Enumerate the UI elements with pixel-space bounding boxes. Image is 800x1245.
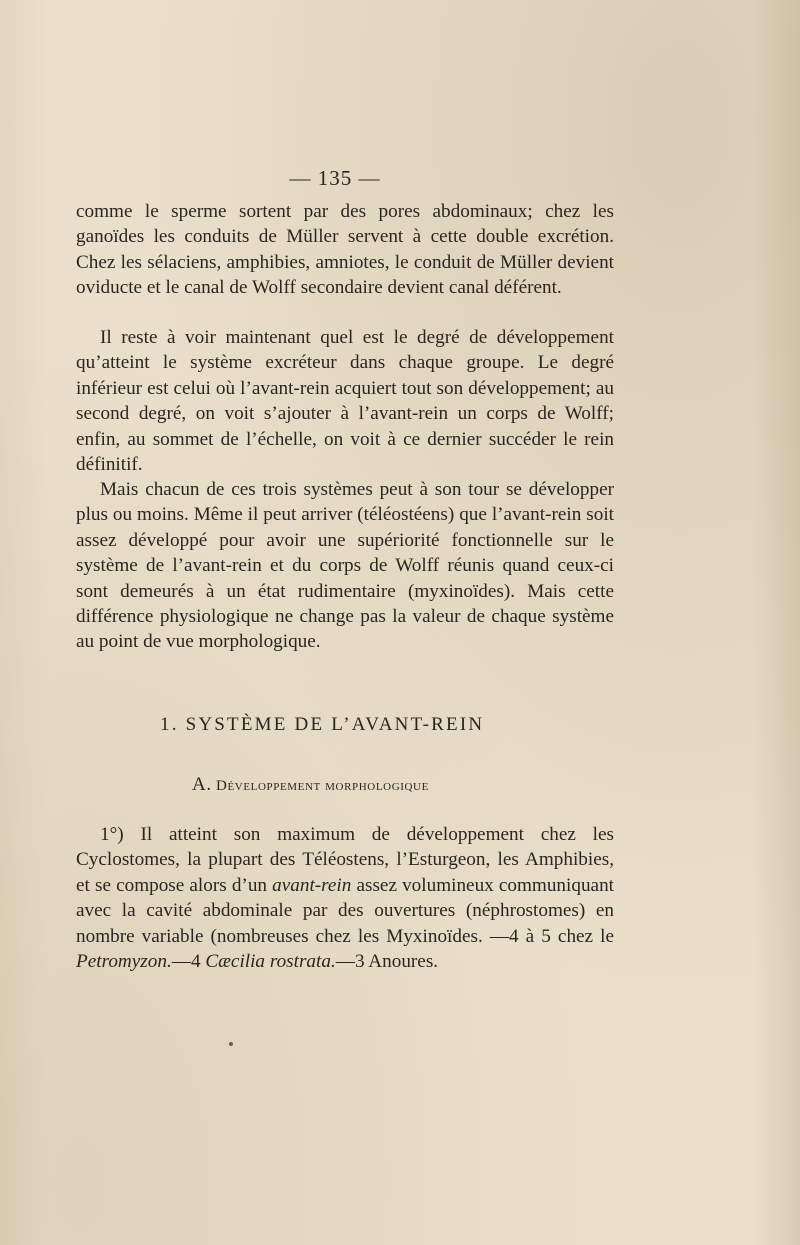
paragraph-text: Il reste à voir maintenant quel est le degré de développement qu’atteint le système excréteur dans chaque groupe. Le degré inférieur est celui où l’avant-rein acquiert tout son développement; au second degré, on voit s’ajouter à l’avant-rein un corps de Wolff; enfin, au sommet de l’échelle, on voit à ce dernier succéder le rein définitif. (76, 327, 614, 476)
species-petromyzon: Petromyzon. (76, 951, 172, 973)
paragraph-text: Mais chacun de ces trois systèmes peut à son tour se développer plus ou moins. Même il peut arriver (téléostéens) que l’avant-rein soit assez développé pour avoir une supériorité fonctionnelle sur le système de l’avant-rein et du corps de Wolff réunis quand ceux-ci sont demeurés à un état rudimentaire (myxinoïdes). Mais cette différence physiologique ne change pas la valeur de chaque système au point de vue morphologique. (76, 479, 614, 653)
species-caecilia: Cæcilia rostrata. (205, 951, 336, 973)
paragraph-continued (76, 199, 614, 301)
section-heading: 1. SYSTÈME DE L’AVANT-REIN (160, 714, 485, 735)
text-between: —4 (171, 951, 206, 973)
text-middle: assez volumineux communiquant avec la cavité abdominale par des ouvertures (néphrostomes) en nombre variable (nombreuses chez les Myxinoïdes. —4 à 5 chez le (76, 874, 614, 947)
text-lead: 1°) Il atteint son maximum de développement chez les Cyclostomes, la plupart des Téléostens, l’Esturgeon, les Amphibies, et se compose alors d’un (76, 824, 614, 896)
paragraph-text: comme le sperme sortent par des pores abdominaux; chez les ganoïdes les conduits de Müller servent à cette double excrétion. Chez les sélaciens, amphibies, amniotes, le conduit de Müller devient oviducte et le canal de Wolff secondaire devient canal déférent. (76, 201, 614, 299)
paragraph-avant-rein-maximum (76, 822, 614, 974)
subsection-letter: A. (192, 774, 212, 795)
page-number: — 135 — (289, 166, 381, 190)
ink-speck (229, 1042, 233, 1046)
subsection-heading (192, 774, 512, 796)
subsection-title: Développement morphologique (216, 778, 429, 794)
paragraph-three-systems (76, 477, 614, 655)
paragraph-text (76, 822, 614, 974)
term-avant-rein: avant-rein (272, 874, 352, 896)
paragraph-degree-of-development (76, 325, 614, 477)
text-tail: —3 Anoures. (335, 951, 439, 973)
